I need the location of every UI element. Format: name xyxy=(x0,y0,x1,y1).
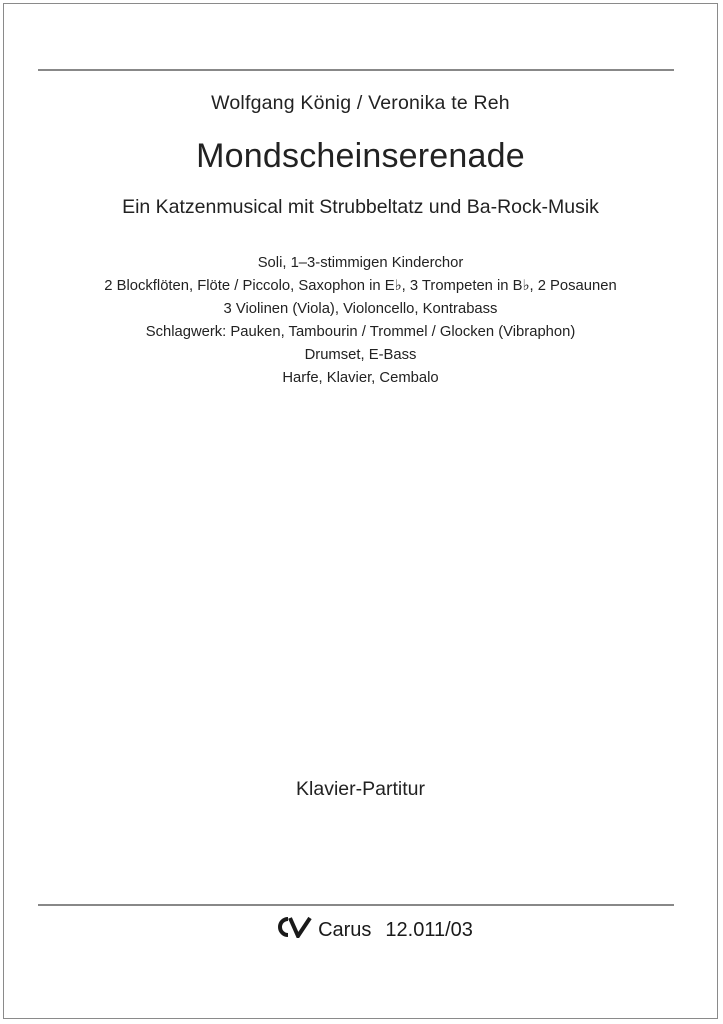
instrumentation-line: 2 Blockflöten, Flöte / Piccolo, Saxophon in E♭, 3 Trompeten in B♭, 2 Posaunen xyxy=(104,278,617,294)
instrumentation-line: 3 Violinen (Viola), Violoncello, Kontrabass xyxy=(223,301,498,317)
instrumentation-line: Drumset, E-Bass xyxy=(304,347,417,363)
publisher-footer xyxy=(4,916,717,944)
catalog-number: 12.011/03 xyxy=(385,918,473,941)
score-cover-page xyxy=(3,3,718,1019)
instrumentation-line: Schlagwerk: Pauken, Tambourin / Trommel / Glocken (Vibraphon) xyxy=(145,324,576,340)
work-subtitle: Ein Katzenmusical mit Strubbeltatz und Ba-Rock-Musik xyxy=(122,196,599,218)
authors: Wolfgang König / Veronika te Reh xyxy=(211,92,510,114)
work-title: Mondscheinserenade xyxy=(196,137,525,175)
instrumentation-line: Soli, 1–3-stimmigen Kinderchor xyxy=(257,255,464,271)
instrumentation-line: Harfe, Klavier, Cembalo xyxy=(282,370,439,386)
carus-cv-logo-icon xyxy=(274,916,312,944)
publisher-name: Carus xyxy=(318,918,372,941)
bottom-divider xyxy=(38,904,674,906)
instrumentation-list xyxy=(4,252,717,390)
top-divider xyxy=(38,69,674,71)
edition-type: Klavier-Partitur xyxy=(296,778,425,800)
